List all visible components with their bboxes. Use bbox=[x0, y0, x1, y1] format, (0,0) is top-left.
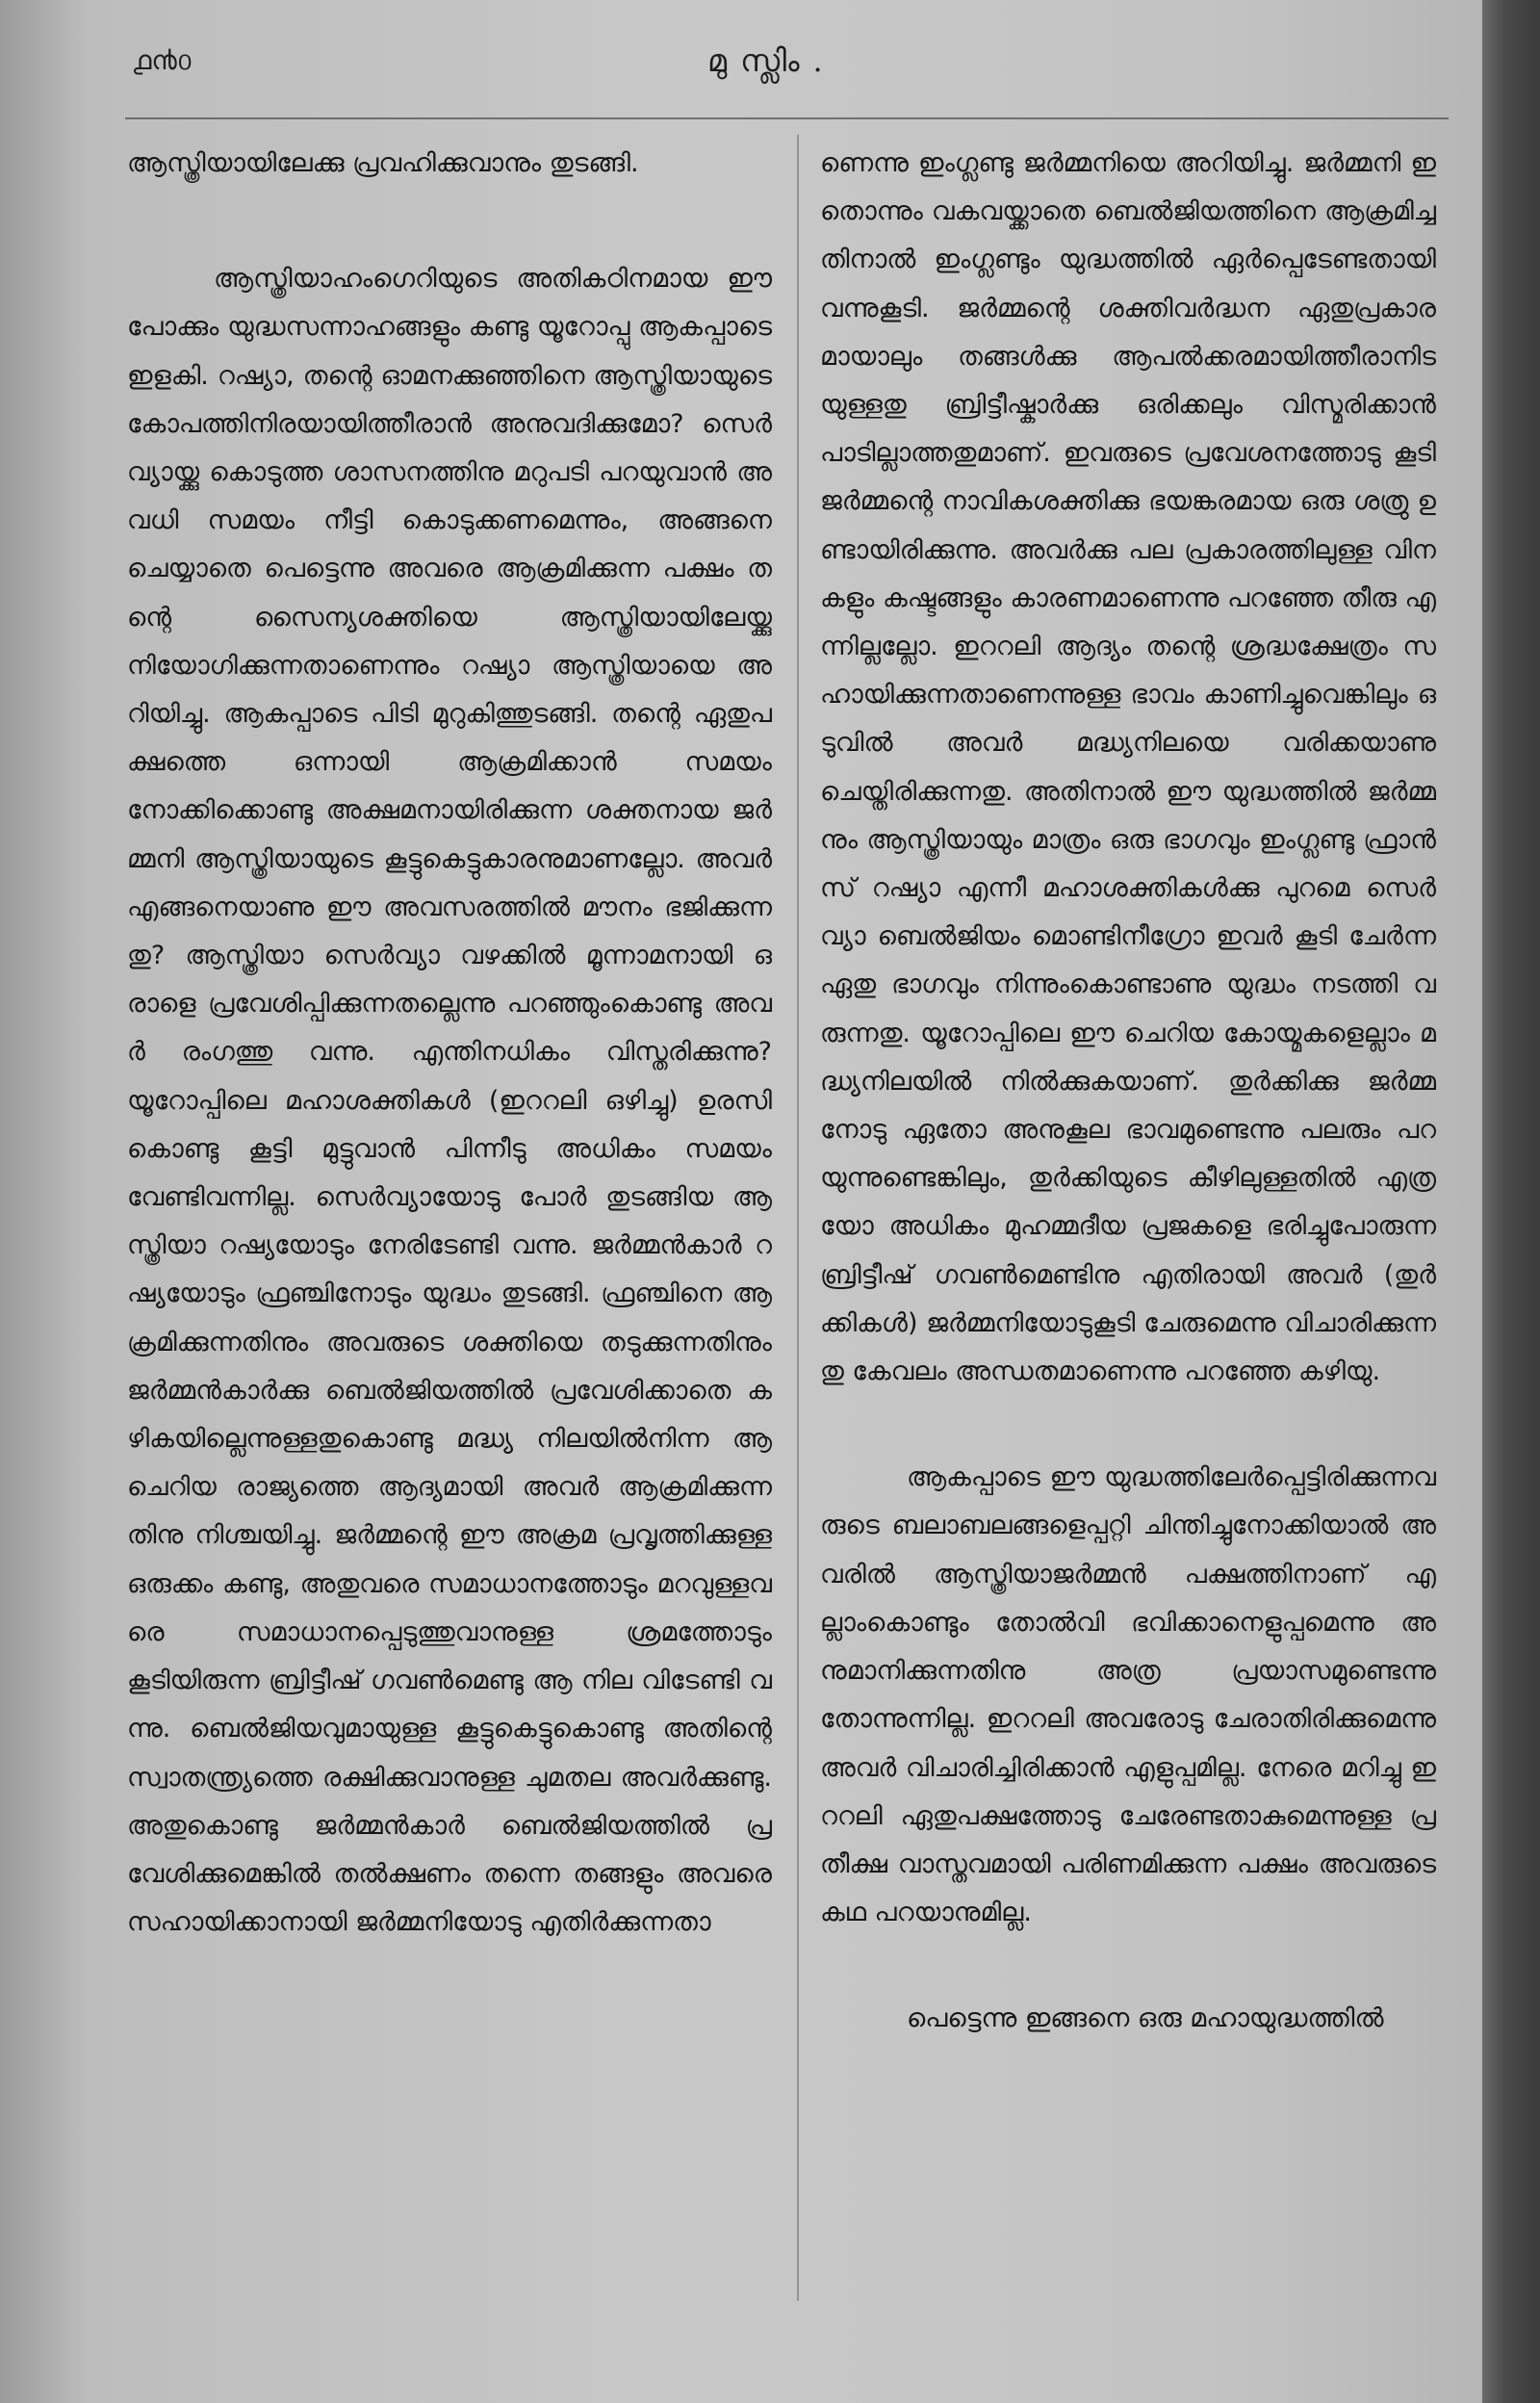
left-paragraph-2: ആസ്ത്രിയാഹംഗെറിയുടെ അതികഠിനമായ ഈ പോക്കും യുദ്ധസന്നാഹങ്ങളും കണ്ടു യൂറോപ്പു ആകപ്പാടെ ഇളകി. റഷ്യാ, തന്റെ ഓമനക്കുഞ്ഞിനെ ആസ്ത്രിയായുടെ കോപത്തിനിരയായിത്തീരാൻ അനുവദിക്കുമോ? സെർവ്യായ്ക്കു കൊടുത്ത ശാസനത്തിനു മറുപടി പറയുവാൻ അവധി സമയം നീട്ടി കൊടുക്കണമെന്നും, അങ്ങനെ ചെയ്യാതെ പെട്ടെന്നു അവരെ ആക്രമിക്കുന്ന പക്ഷം തന്റെ സൈന്യശക്തിയെ ആസ്ത്രിയായിലേയ്ക്കു നിയോഗിക്കുന്നതാണെന്നും റഷ്യാ ആസ്ത്രിയായെ അറിയിച്ചു. ആകപ്പാടെ പിടി മുറുകിത്തുടങ്ങി. തന്റെ ഏതുപക്ഷത്തെ ഒന്നായി ആക്രമിക്കാൻ സമയം നോക്കിക്കൊണ്ടു അക്ഷമനായിരിക്കുന്ന ശക്തനായ ജർമ്മനി ആസ്ത്രിയായുടെ കൂട്ടുകെട്ടുകാരനുമാണല്ലോ. അവർ എങ്ങനെയാണു ഈ അവസരത്തിൽ മൗനം ഭജിക്കുന്നതു? ആസ്ത്രിയാ സെർവ്യാ വഴക്കിൽ മൂന്നാമനായി ഒരാളെ പ്രവേശിപ്പിക്കുന്നതല്ലെന്നു പറഞ്ഞുംകൊണ്ടു അവർ രംഗത്തു വന്നു. എന്തിനധികം വിസ്തരിക്കുന്നു? യൂറോപ്പിലെ മഹാശക്തികൾ (ഇററലി ഒഴിച്ചു) ഉരസി കൊണ്ടു കൂട്ടി മുട്ടുവാൻ പിന്നീടു അധികം സമയം വേണ്ടിവന്നില്ല. സെർവ്യായോടു പോർ തുടങ്ങിയ ആസ്ത്രിയാ റഷ്യയോടും നേരിടേണ്ടി വന്നു. ജർമ്മൻകാർ റഷ്യയോടും ഫ്രഞ്ചിനോടും യുദ്ധം തുടങ്ങി. ഫ്രഞ്ചിനെ ആക്രമിക്കുന്നതിനും അവരുടെ ശക്തിയെ തടുക്കുന്നതിനും ജർമ്മൻകാർക്കു ബെൽജിയത്തിൽ പ്രവേശിക്കാതെ കഴികയില്ലെന്നുള്ളതുകൊണ്ടു മദ്ധ്യ നിലയിൽനിന്ന ആ ചെറിയ രാജ്യത്തെ ആദ്യമായി അവർ ആക്രമിക്കുന്നതിനു നിശ്ചയിച്ചു. ജർമ്മന്റെ ഈ അക്രമ പ്രവൃത്തിക്കുള്ള ഒരുക്കം കണ്ടു, അതുവരെ സമാധാനത്തോടും മറവുള്ളവരെ സമാധാനപ്പെടുത്തുവാനുള്ള ശ്രമത്തോടും കൂടിയിരുന്ന ബ്രിട്ടീഷ് ഗവൺമെണ്ടു ആ നില വിടേണ്ടി വന്നു. ബെൽജിയവുമായുള്ള കൂട്ടുകെട്ടുകൊണ്ടു അതിന്റെ സ്വാതന്ത്ര്യത്തെ രക്ഷിക്കുവാനുള്ള ചുമതല അവർക്കുണ്ടു. അതുകൊണ്ടു ജർമ്മൻകാർ ബെൽജിയത്തിൽ പ്രവേശിക്കുമെങ്കിൽ തൽക്ഷണം തന്നെ തങ്ങളും അവരെ സഹായിക്കാനായി ജർമ്മനിയോടു എതിർക്കുന്നതാ bbox=[127, 264, 772, 1938]
left-column bbox=[127, 140, 772, 1947]
header-rule bbox=[125, 117, 1449, 119]
paragraph-gap bbox=[127, 188, 772, 255]
running-header bbox=[0, 39, 1487, 87]
paragraph-gap bbox=[820, 1937, 1436, 1995]
column-divider bbox=[797, 135, 799, 2301]
left-paragraph-1: ആസ്ത്രിയായിലേക്കു പ്രവഹിക്കുവാനും തുടങ്ങി. bbox=[127, 148, 639, 178]
page-edge-shadow bbox=[1482, 0, 1540, 2403]
right-paragraph-1: ണെന്നു ഇംഗ്ലണ്ടു ജർമ്മനിയെ അറിയിച്ചു. ജർമ്മനി ഇതൊന്നും വകവയ്ക്കാതെ ബെൽജിയത്തിനെ ആക്രമിച്ചതിനാൽ ഇംഗ്ലണ്ടും യുദ്ധത്തിൽ ഏർപ്പെടേണ്ടതായി വന്നുകൂടി. ജർമ്മന്റെ ശക്തിവർദ്ധന ഏതുപ്രകാരമായാലും തങ്ങൾക്കു ആപൽക്കരമായിത്തീരാനിടയുള്ളതു ബ്രിട്ടീഷ്കാർക്കു ഒരിക്കലും വിസ്മരിക്കാൻ പാടില്ലാത്തതുമാണ്. ഇവരുടെ പ്രവേശനത്തോടു കൂടി ജർമ്മന്റെ നാവികശക്തിക്കു ഭയങ്കരമായ ഒരു ശത്രു ഉണ്ടായിരിക്കുന്നു. അവർക്കു പല പ്രകാരത്തിലുള്ള വിനകളും കഷ്ടങ്ങളും കാരണമാണെന്നു പറഞ്ഞേ തീരു എന്നില്ലല്ലോ. ഇററലി ആദ്യം തന്റെ ശ്രദ്ധക്ഷേത്രം സഹായിക്കുന്നതാണെന്നുള്ള ഭാവം കാണിച്ചുവെങ്കിലും ഒടുവിൽ അവർ മദ്ധ്യനിലയെ വരിക്കയാണു ചെയ്തിരിക്കുന്നതു. അതിനാൽ ഈ യുദ്ധത്തിൽ ജർമ്മനും ആസ്ത്രിയായും മാത്രം ഒരു ഭാഗവും ഇംഗ്ലണ്ടു ഫ്രാൻസ് റഷ്യാ എന്നീ മഹാശക്തികൾക്കു പുറമെ സെർവ്യാ ബെൽജിയം മൊണ്ടിനീഗ്രോ ഇവർ കൂടി ചേർന്ന ഏതു ഭാഗവും നിന്നുംകൊണ്ടാണു യുദ്ധം നടത്തി വരുന്നതു. യൂറോപ്പിലെ ഈ ചെറിയ കോയ്മകളെല്ലാം മദ്ധ്യനിലയിൽ നിൽക്കുകയാണ്. തുർക്കിക്കു ജർമ്മനോടു ഏതോ അനുകൂല ഭാവമുണ്ടെന്നു പലരും പറയുന്നുണ്ടെങ്കിലും, തുർക്കിയുടെ കീഴിലുള്ളതിൽ എത്രയോ അധികം മുഹമ്മദീയ പ്രജകളെ ഭരിച്ചുപോരുന്ന ബ്രിട്ടീഷ് ഗവൺമെണ്ടിനു എതിരായി അവർ (തുർക്കികൾ) ജർമ്മനിയോടുകൂടി ചേരുമെന്നു വിചാരിക്കുന്നതു കേവലം അന്ധതമാണെന്നു പറഞ്ഞേ കഴിയു. bbox=[820, 148, 1436, 1387]
right-paragraph-2: ആകപ്പാടെ ഈ യുദ്ധത്തിലേർപ്പെട്ടിരിക്കുന്നവരുടെ ബലാബലങ്ങളെപ്പറ്റി ചിന്തിച്ചുനോക്കിയാൽ അവരിൽ ആസ്ത്രിയാജർമ്മൻ പക്ഷത്തിനാണ് എല്ലാംകൊണ്ടും തോൽവി ഭവിക്കാനെളുപ്പമെന്നു അനുമാനിക്കുന്നതിനു അത്ര പ്രയാസമുണ്ടെന്നു തോന്നുന്നില്ല. ഇററലി അവരോടു ചേരാതിരിക്കുമെന്നു അവർ വിചാരിച്ചിരിക്കാൻ എളുപ്പമില്ല. നേരെ മറിച്ചു ഇററലി ഏതുപക്ഷത്തോടു ചേരേണ്ടതാകുമെന്നുള്ള പ്രതീക്ഷ വാസ്തവമായി പരിണമിക്കുന്ന പക്ഷം അവരുടെ കഥ പറയാനുമില്ല. bbox=[820, 1462, 1436, 1928]
right-column bbox=[820, 140, 1436, 2044]
journal-title: മുസ്ലിം. bbox=[707, 42, 836, 79]
paragraph-gap bbox=[820, 1396, 1436, 1454]
right-paragraph-3: പെട്ടെന്നു ഇങ്ങനെ ഒരു മഹായുദ്ധത്തിൽ bbox=[907, 2003, 1384, 2034]
page-number: ൧൯൦ bbox=[133, 44, 192, 76]
